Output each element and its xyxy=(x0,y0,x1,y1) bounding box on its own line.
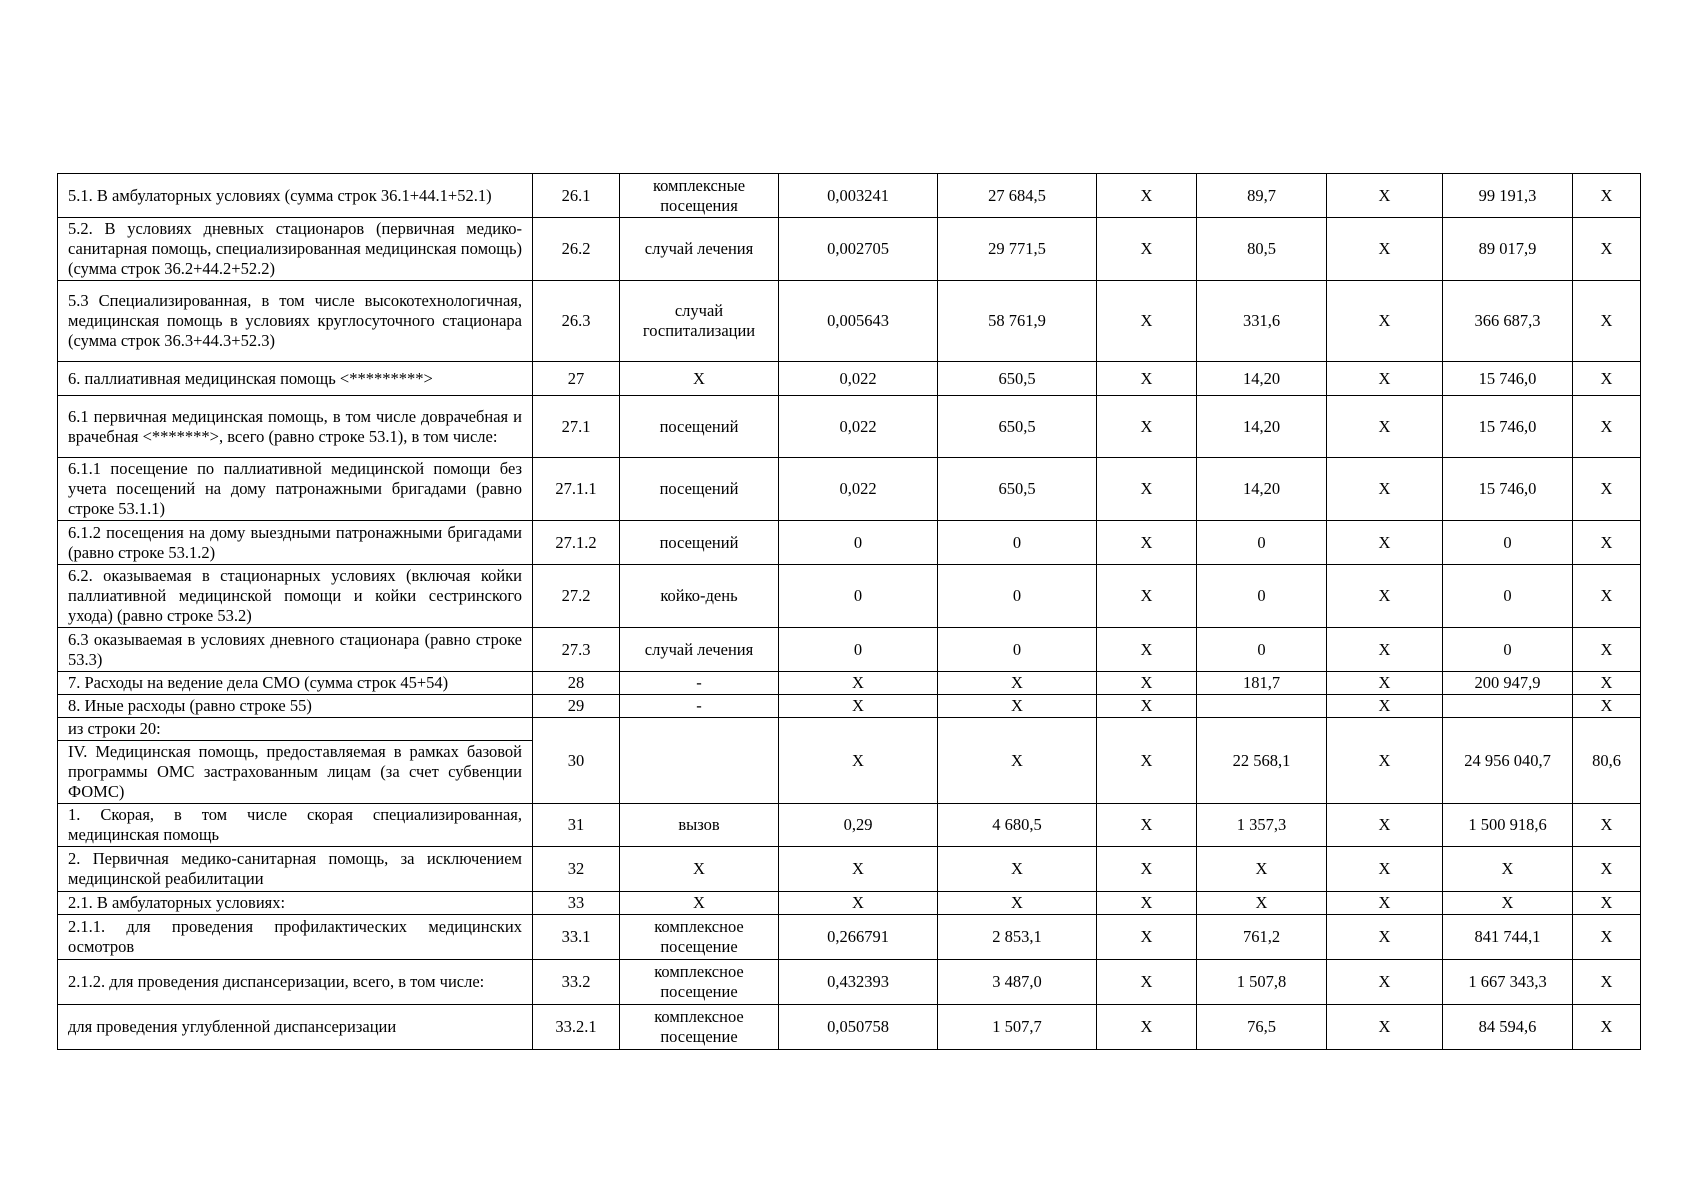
cell-c8: X xyxy=(1327,396,1443,458)
table-row xyxy=(58,960,1641,1005)
cell-c8: X xyxy=(1327,565,1443,628)
row-description: 6. паллиативная медицинская помощь <*********> xyxy=(58,362,533,396)
cell-c6: X xyxy=(1097,672,1197,695)
cell-c8: X xyxy=(1327,458,1443,521)
cell-c10: X xyxy=(1573,672,1641,695)
cell-c9: 1 667 343,3 xyxy=(1443,960,1573,1005)
cell-c8: X xyxy=(1327,915,1443,960)
row-description: 6.2. оказываемая в стационарных условиях (включая койки паллиативной медицинской помощи и койки сестринского ухода) (равно строке 53.2) xyxy=(58,565,533,628)
cell-c7 xyxy=(1197,695,1327,718)
cell-c5: 29 771,5 xyxy=(938,218,1097,281)
table-row xyxy=(58,362,1641,396)
cell-c6: X xyxy=(1097,892,1197,915)
cell-unit: вызов xyxy=(620,804,779,847)
table-row xyxy=(58,458,1641,521)
cell-num: 32 xyxy=(533,847,620,892)
row-description: 7. Расходы на ведение дела СМО (сумма строк 45+54) xyxy=(58,672,533,695)
cell-c9: 366 687,3 xyxy=(1443,281,1573,362)
cell-c4: 0,022 xyxy=(779,396,938,458)
cell-c6: X xyxy=(1097,174,1197,218)
cell-c4: 0 xyxy=(779,628,938,672)
cell-c7: 89,7 xyxy=(1197,174,1327,218)
cell-c8: X xyxy=(1327,628,1443,672)
cell-c4: 0,002705 xyxy=(779,218,938,281)
cell-c9: 200 947,9 xyxy=(1443,672,1573,695)
cell-unit: - xyxy=(620,672,779,695)
cell-c6: X xyxy=(1097,628,1197,672)
cell-c8: X xyxy=(1327,218,1443,281)
cell-c7: 1 357,3 xyxy=(1197,804,1327,847)
cell-c9: 0 xyxy=(1443,565,1573,628)
cell-c6: X xyxy=(1097,362,1197,396)
cell-c4: X xyxy=(779,672,938,695)
cell-c8: X xyxy=(1327,672,1443,695)
cell-c7: 761,2 xyxy=(1197,915,1327,960)
table-row xyxy=(58,695,1641,718)
cell-c10: X xyxy=(1573,1005,1641,1050)
cell-c5: X xyxy=(938,672,1097,695)
cell-c6: X xyxy=(1097,218,1197,281)
row-description: 2.1.1. для проведения профилактических медицинских осмотров xyxy=(58,915,533,960)
cell-num: 26.2 xyxy=(533,218,620,281)
cell-c6: X xyxy=(1097,1005,1197,1050)
cell-unit: посещений xyxy=(620,458,779,521)
cell-unit: комплексное посещение xyxy=(620,960,779,1005)
row-description: IV. Медицинская помощь, предоставляемая в рамках базовой программы ОМС застрахованным лицам (за счет субвенции ФОМС) xyxy=(58,741,533,804)
cell-c8: X xyxy=(1327,804,1443,847)
cell-c5: X xyxy=(938,847,1097,892)
cell-c9: X xyxy=(1443,847,1573,892)
cell-c4: 0 xyxy=(779,521,938,565)
cell-c8: X xyxy=(1327,695,1443,718)
cell-c7: 0 xyxy=(1197,521,1327,565)
cell-unit: посещений xyxy=(620,396,779,458)
cell-c6: X xyxy=(1097,458,1197,521)
cell-c8: X xyxy=(1327,281,1443,362)
cell-c9: 15 746,0 xyxy=(1443,396,1573,458)
cell-c6: X xyxy=(1097,396,1197,458)
cell-num: 27 xyxy=(533,362,620,396)
cell-c10: X xyxy=(1573,458,1641,521)
cell-c6: X xyxy=(1097,695,1197,718)
cell-c6: X xyxy=(1097,915,1197,960)
cell-num: 27.1 xyxy=(533,396,620,458)
cell-c7: 0 xyxy=(1197,565,1327,628)
cell-unit: случай лечения xyxy=(620,628,779,672)
cell-num: 33 xyxy=(533,892,620,915)
cell-c7: 14,20 xyxy=(1197,362,1327,396)
cell-c7: X xyxy=(1197,892,1327,915)
table-row xyxy=(58,521,1641,565)
cell-c8: X xyxy=(1327,960,1443,1005)
cell-c9: X xyxy=(1443,892,1573,915)
cell-c8: X xyxy=(1327,892,1443,915)
cell-num: 29 xyxy=(533,695,620,718)
cell-c9: 0 xyxy=(1443,521,1573,565)
cell-c9: 841 744,1 xyxy=(1443,915,1573,960)
cell-c7: 14,20 xyxy=(1197,458,1327,521)
cell-c4: X xyxy=(779,695,938,718)
cell-c8: X xyxy=(1327,521,1443,565)
cell-c9: 0 xyxy=(1443,628,1573,672)
cell-c4: 0,022 xyxy=(779,458,938,521)
cell-c9: 15 746,0 xyxy=(1443,458,1573,521)
cell-num: 28 xyxy=(533,672,620,695)
cell-c5: 650,5 xyxy=(938,362,1097,396)
cell-c10: X xyxy=(1573,695,1641,718)
cell-c8: X xyxy=(1327,1005,1443,1050)
cell-num: 27.3 xyxy=(533,628,620,672)
cell-c5: 0 xyxy=(938,521,1097,565)
cell-c4: X xyxy=(779,892,938,915)
row-description: 6.1.2 посещения на дому выездными патронажными бригадами (равно строке 53.1.2) xyxy=(58,521,533,565)
cell-c4: 0,29 xyxy=(779,804,938,847)
cell-c5: 4 680,5 xyxy=(938,804,1097,847)
cell-c10: X xyxy=(1573,915,1641,960)
cell-unit: койко-день xyxy=(620,565,779,628)
row-description-header: из строки 20: xyxy=(58,718,533,741)
cell-c10: X xyxy=(1573,804,1641,847)
cell-c4: 0,005643 xyxy=(779,281,938,362)
cell-c7: 181,7 xyxy=(1197,672,1327,695)
row-description: 8. Иные расходы (равно строке 55) xyxy=(58,695,533,718)
cell-num: 26.3 xyxy=(533,281,620,362)
cell-num: 33.2 xyxy=(533,960,620,1005)
table-row xyxy=(58,218,1641,281)
cell-c5: X xyxy=(938,718,1097,804)
cell-c8: X xyxy=(1327,362,1443,396)
table-row xyxy=(58,1005,1641,1050)
cell-num: 33.2.1 xyxy=(533,1005,620,1050)
cell-c7: 0 xyxy=(1197,628,1327,672)
table-row xyxy=(58,672,1641,695)
cell-c4: 0,022 xyxy=(779,362,938,396)
cell-c9: 24 956 040,7 xyxy=(1443,718,1573,804)
row-description: 2.1.2. для проведения диспансеризации, всего, в том числе: xyxy=(58,960,533,1005)
cell-num: 27.1.1 xyxy=(533,458,620,521)
cell-unit: случай госпитализации xyxy=(620,281,779,362)
cell-unit: X xyxy=(620,362,779,396)
table-row xyxy=(58,804,1641,847)
row-description: 6.1.1 посещение по паллиативной медицинской помощи без учета посещений на дому патронажными бригадами (равно строке 53.1.1) xyxy=(58,458,533,521)
cell-num: 27.1.2 xyxy=(533,521,620,565)
cell-c4: 0,003241 xyxy=(779,174,938,218)
cell-c5: 0 xyxy=(938,565,1097,628)
cell-c10: 80,6 xyxy=(1573,718,1641,804)
cell-num: 26.1 xyxy=(533,174,620,218)
row-description: 1. Скорая, в том числе скорая специализированная, медицинская помощь xyxy=(58,804,533,847)
cell-c8: X xyxy=(1327,718,1443,804)
row-description: 6.1 первичная медицинская помощь, в том числе доврачебная и врачебная <*******>, всего (равно строке 53.1), в том числе: xyxy=(58,396,533,458)
cell-num: 33.1 xyxy=(533,915,620,960)
cell-c7: 80,5 xyxy=(1197,218,1327,281)
table-row xyxy=(58,174,1641,218)
cell-c5: 27 684,5 xyxy=(938,174,1097,218)
row-description: 5.1. В амбулаторных условиях (сумма строк 36.1+44.1+52.1) xyxy=(58,174,533,218)
cell-c9: 89 017,9 xyxy=(1443,218,1573,281)
cell-c5: 1 507,7 xyxy=(938,1005,1097,1050)
cell-unit: посещений xyxy=(620,521,779,565)
cell-c10: X xyxy=(1573,521,1641,565)
cell-unit: - xyxy=(620,695,779,718)
row-description: 2.1. В амбулаторных условиях: xyxy=(58,892,533,915)
cell-unit: случай лечения xyxy=(620,218,779,281)
cell-c7: 331,6 xyxy=(1197,281,1327,362)
financing-table xyxy=(57,173,1641,1050)
cell-c7: X xyxy=(1197,847,1327,892)
cell-c6: X xyxy=(1097,718,1197,804)
cell-c9: 84 594,6 xyxy=(1443,1005,1573,1050)
row-description: 5.3 Специализированная, в том числе высокотехнологичная, медицинская помощь в условиях круглосуточного стационара (сумма строк 36.3+44.3+52.3) xyxy=(58,281,533,362)
cell-num: 30 xyxy=(533,718,620,804)
cell-c10: X xyxy=(1573,362,1641,396)
cell-c7: 22 568,1 xyxy=(1197,718,1327,804)
cell-c8: X xyxy=(1327,174,1443,218)
table-row xyxy=(58,281,1641,362)
cell-c5: 3 487,0 xyxy=(938,960,1097,1005)
cell-c6: X xyxy=(1097,804,1197,847)
cell-c5: 0 xyxy=(938,628,1097,672)
table-row xyxy=(58,915,1641,960)
cell-c4: 0,432393 xyxy=(779,960,938,1005)
cell-unit: комплексное посещение xyxy=(620,915,779,960)
cell-c5: X xyxy=(938,892,1097,915)
cell-c5: 650,5 xyxy=(938,458,1097,521)
cell-c10: X xyxy=(1573,892,1641,915)
cell-c4: 0,050758 xyxy=(779,1005,938,1050)
table-row xyxy=(58,718,1641,741)
row-description: 6.3 оказываемая в условиях дневного стационара (равно строке 53.3) xyxy=(58,628,533,672)
cell-c7: 1 507,8 xyxy=(1197,960,1327,1005)
cell-c9: 1 500 918,6 xyxy=(1443,804,1573,847)
cell-c5: 650,5 xyxy=(938,396,1097,458)
cell-unit: комплексные посещения xyxy=(620,174,779,218)
cell-c7: 76,5 xyxy=(1197,1005,1327,1050)
cell-c4: X xyxy=(779,718,938,804)
cell-c6: X xyxy=(1097,960,1197,1005)
cell-c5: 58 761,9 xyxy=(938,281,1097,362)
cell-unit: X xyxy=(620,847,779,892)
cell-c9 xyxy=(1443,695,1573,718)
cell-c8: X xyxy=(1327,847,1443,892)
table-row xyxy=(58,565,1641,628)
table-row xyxy=(58,892,1641,915)
cell-c10: X xyxy=(1573,174,1641,218)
cell-c9: 15 746,0 xyxy=(1443,362,1573,396)
cell-c9: 99 191,3 xyxy=(1443,174,1573,218)
cell-c10: X xyxy=(1573,628,1641,672)
cell-c5: X xyxy=(938,695,1097,718)
table-row xyxy=(58,847,1641,892)
cell-c6: X xyxy=(1097,565,1197,628)
cell-unit xyxy=(620,718,779,804)
cell-c7: 14,20 xyxy=(1197,396,1327,458)
cell-num: 31 xyxy=(533,804,620,847)
cell-c10: X xyxy=(1573,396,1641,458)
cell-c6: X xyxy=(1097,521,1197,565)
cell-c10: X xyxy=(1573,565,1641,628)
cell-c5: 2 853,1 xyxy=(938,915,1097,960)
table-row xyxy=(58,396,1641,458)
cell-c10: X xyxy=(1573,281,1641,362)
cell-c4: X xyxy=(779,847,938,892)
table-row xyxy=(58,628,1641,672)
cell-unit: комплексное посещение xyxy=(620,1005,779,1050)
cell-unit: X xyxy=(620,892,779,915)
cell-c4: 0,266791 xyxy=(779,915,938,960)
cell-c10: X xyxy=(1573,960,1641,1005)
cell-c6: X xyxy=(1097,281,1197,362)
row-description: 5.2. В условиях дневных стационаров (первичная медико-санитарная помощь, специализированная медицинская помощь) (сумма строк 36.2+44.2+52.2) xyxy=(58,218,533,281)
cell-c10: X xyxy=(1573,218,1641,281)
cell-num: 27.2 xyxy=(533,565,620,628)
cell-c6: X xyxy=(1097,847,1197,892)
cell-c10: X xyxy=(1573,847,1641,892)
cell-c4: 0 xyxy=(779,565,938,628)
row-description: для проведения углубленной диспансеризации xyxy=(58,1005,533,1050)
row-description: 2. Первичная медико-санитарная помощь, за исключением медицинской реабилитации xyxy=(58,847,533,892)
